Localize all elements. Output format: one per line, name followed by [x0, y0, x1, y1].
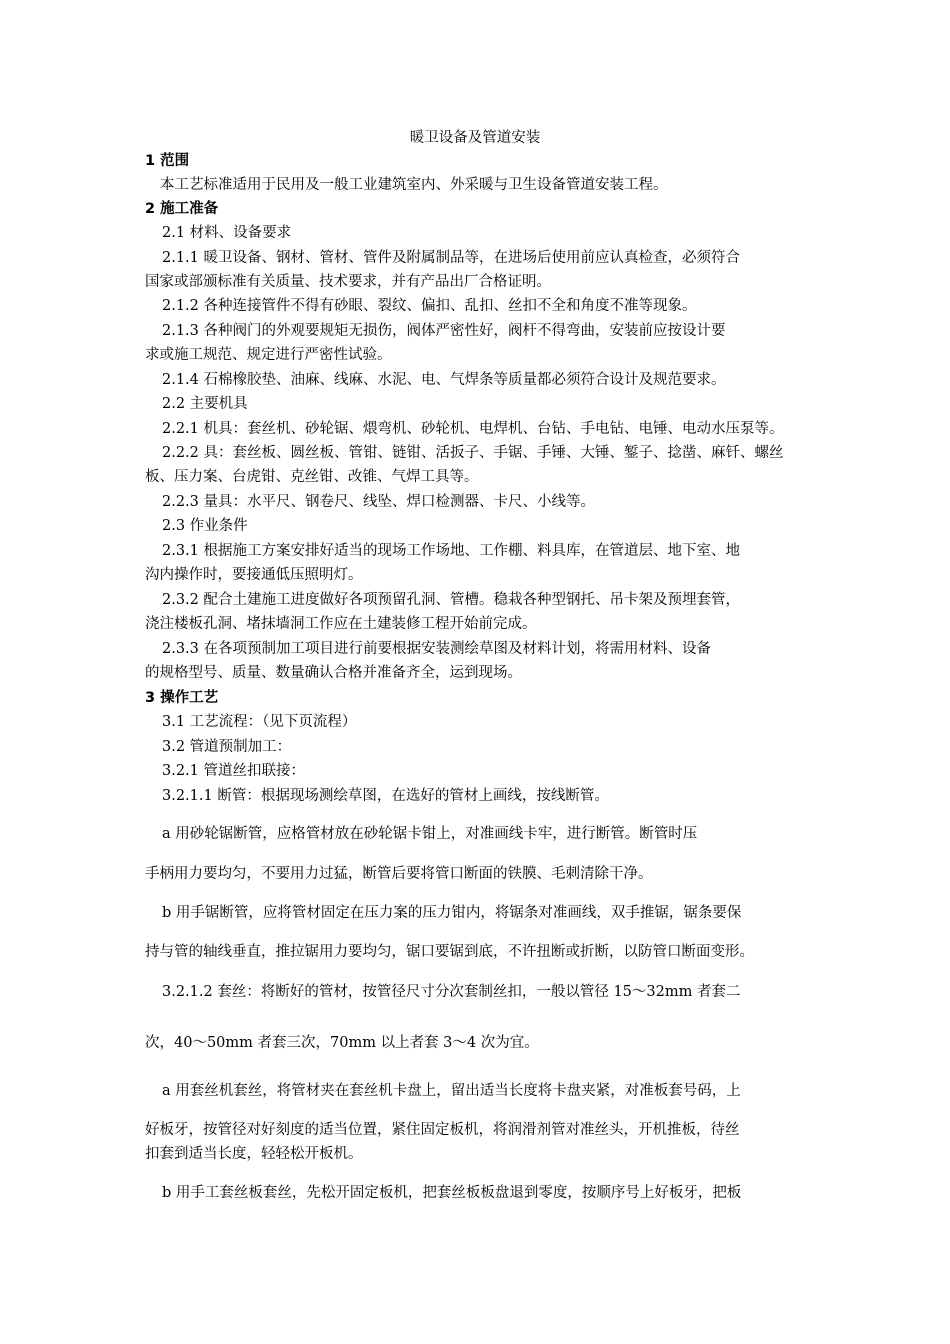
section-heading: 2 施工准备 — [145, 201, 219, 217]
paragraph-line: 2.1.2 各种连接管件不得有砂眼、裂纹、偏扣、乱扣、丝扣不全和角度不准等现象。 — [162, 298, 697, 314]
paragraph-line: b 用手工套丝板套丝，先松开固定板机，把套丝板板盘退到零度，按顺序号上好板牙，把板 — [162, 1185, 742, 1201]
paragraph-line: 板、压力案、台虎钳、克丝钳、改锥、气焊工具等。 — [145, 469, 479, 485]
paragraph-line: 3.2.1.2 套丝：将断好的管材，按管径尺寸分次套制丝扣，一般以管径 15～32mm 者套二 — [162, 984, 741, 1000]
paragraph-line: 好板牙，按管径对好刻度的适当位置，紧住固定板机，将润滑剂管对准丝头，开机推板，待丝 — [145, 1122, 740, 1138]
subsection-heading: 3.2.1 管道丝扣联接： — [162, 763, 306, 779]
paragraph-line: 2.3.2 配合土建施工进度做好各项预留孔洞、管槽。稳栽各种型钢托、吊卡架及预埋套管， — [162, 592, 740, 608]
subsection-heading: 2.1 材料、设备要求 — [162, 225, 292, 241]
paragraph-line: 持与管的轴线垂直，推拉锯用力要均匀，锯口要锯到底，不许扭断或折断，以防管口断面变形。 — [145, 944, 754, 960]
paragraph-line: a 用砂轮锯断管，应格管材放在砂轮锯卡钳上，对准画线卡牢，进行断管。断管时压 — [162, 826, 698, 842]
paragraph-line: 2.3.3 在各项预制加工项目进行前要根据安装测绘草图及材料计划，将需用材料、设备 — [162, 641, 712, 657]
section-heading: 1 范围 — [145, 153, 190, 169]
paragraph-line: 2.1.3 各种阀门的外观要规矩无损伤，阀体严密性好，阀杆不得弯曲，安装前应按设计要 — [162, 323, 726, 339]
paragraph-line: 浇注楼板孔洞、堵抹墙洞工作应在土建装修工程开始前完成。 — [145, 616, 537, 632]
paragraph-line: 扣套到适当长度，轻轻松开板机。 — [145, 1146, 363, 1162]
paragraph-line: 求或施工规范、规定进行严密性试验。 — [145, 347, 392, 363]
paragraph-line: 2.2.3 量具：水平尺、钢卷尺、线坠、焊口检测器、卡尺、小线等。 — [162, 494, 596, 510]
subsection-heading: 2.2 主要机具 — [162, 396, 248, 412]
paragraph-line: 沟内操作时，要接通低压照明灯。 — [145, 567, 363, 583]
paragraph-line: 2.3.1 根据施工方案安排好适当的现场工作场地、工作棚、料具库，在管道层、地下室、地 — [162, 543, 740, 559]
paragraph-line: 2.2.1 机具：套丝机、砂轮锯、煨弯机、砂轮机、电焊机、台钻、手电钻、电锤、电动水压泵等。 — [162, 421, 784, 437]
subsection-heading: 3.2 管道预制加工： — [162, 739, 292, 755]
paragraph-line: 2.2.2 具：套丝板、圆丝板、管钳、链钳、活扳子、手锯、手锤、大锤、錾子、捻凿、麻钎、螺丝 — [162, 445, 784, 461]
paragraph-line: 2.1.1 暖卫设备、钢材、管材、管件及附属制品等，在进场后使用前应认真检查，必须符合 — [162, 250, 740, 266]
paragraph-line: a 用套丝机套丝，将管材夹在套丝机卡盘上，留出适当长度将卡盘夹紧，对准板套号码，上 — [162, 1083, 741, 1099]
paragraph-line: 手柄用力要均匀，不要用力过猛，断管后要将管口断面的铁膜、毛刺清除干净。 — [145, 866, 653, 882]
section-heading: 3 操作工艺 — [145, 690, 219, 706]
paragraph-line: 2.1.4 石棉橡胶垫、油麻、线麻、水泥、电、气焊条等质量都必须符合设计及规范要求。 — [162, 372, 726, 388]
paragraph-line: 本工艺标准适用于民用及一般工业建筑室内、外采暖与卫生设备管道安装工程。 — [160, 177, 668, 193]
document-title: 暖卫设备及管道安装 — [409, 130, 541, 146]
subsection-heading: 2.3 作业条件 — [162, 518, 248, 534]
paragraph-line: 次，40～50mm 者套三次，70mm 以上者套 3～4 次为宜。 — [145, 1035, 539, 1051]
paragraph-line: 的规格型号、质量、数量确认合格并准备齐全，运到现场。 — [145, 665, 522, 681]
paragraph-line: b 用手锯断管，应将管材固定在压力案的压力钳内，将锯条对准画线，双手推锯，锯条要保 — [162, 905, 742, 921]
paragraph-line: 3.2.1.1 断管：根据现场测绘草图，在选好的管材上画线，按线断管。 — [162, 788, 609, 804]
subsection-heading: 3.1 工艺流程：（见下页流程） — [162, 714, 357, 730]
paragraph-line: 国家或部颁标准有关质量、技术要求，并有产品出厂合格证明。 — [145, 274, 551, 290]
